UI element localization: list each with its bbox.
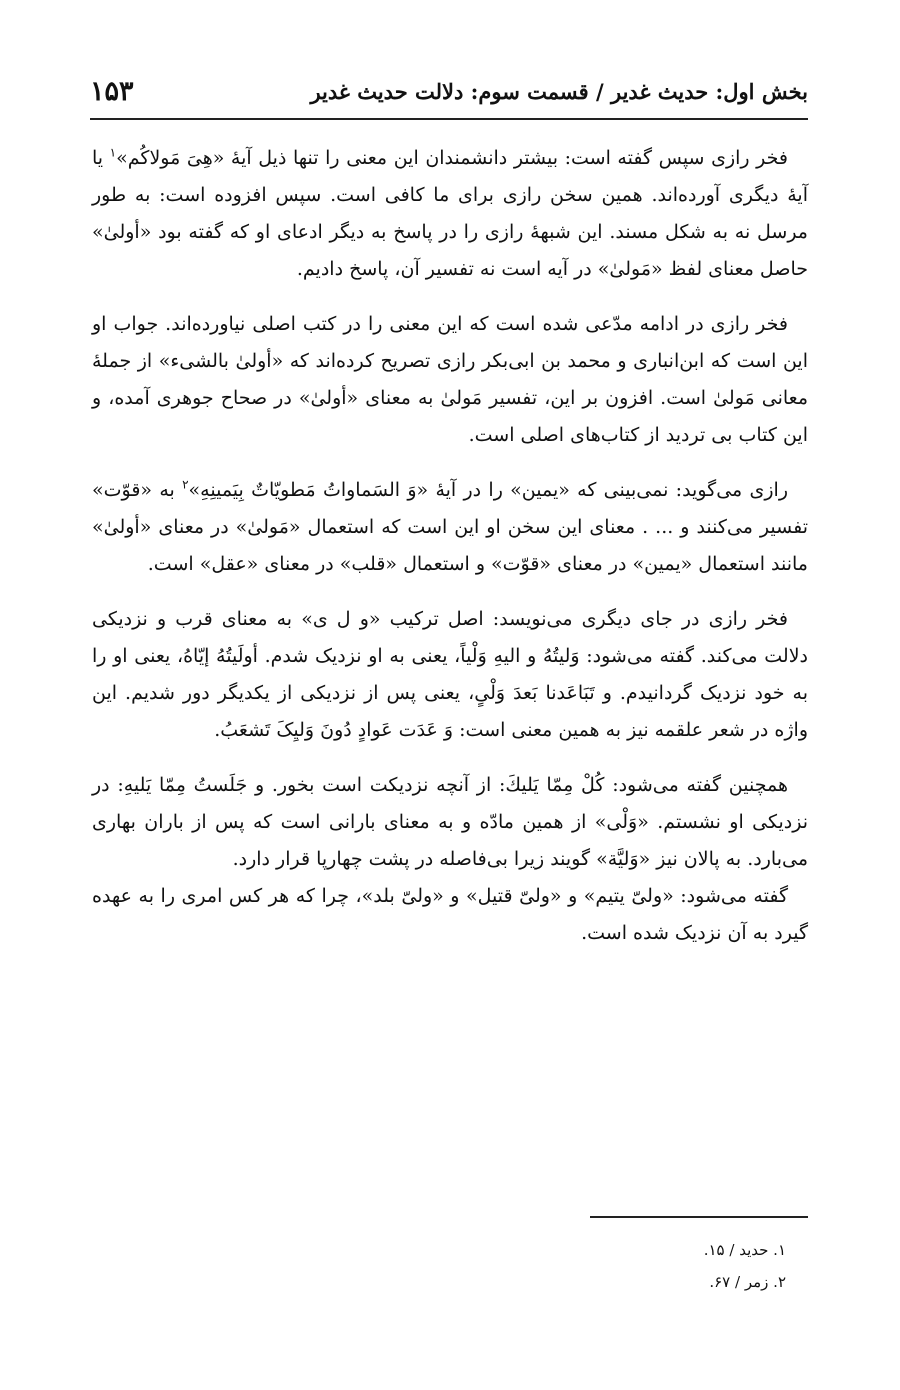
header-rule bbox=[90, 118, 808, 120]
footnotes bbox=[420, 1234, 786, 1298]
paragraph-2-text: فخر رازی در ادامه مدّعی شده است که این معنی را در کتب اصلی نیاورده‌اند. جواب او این است که ابن‌انباری و محمد بن ابی‌بکر رازی تصریح کرده‌اند که «أولیٰ بالشیء» از جملهٔ معانی مَولیٰ است. افزون بر این، تفسیر مَولیٰ به معنای «أولیٰ» در صحاح جوهری آمده، و این کتاب بی تردید از کتاب‌های اصلی است. bbox=[92, 313, 808, 446]
paragraph-3-text: رازی می‌گوید: نمی‌بینی که «یمین» را در آیهٔ «وَ السَماواتُ مَطویّاتٌ بِیَمینِهِ» bbox=[188, 479, 788, 501]
paragraph-5-text: همچنین گفته می‌شود: کُلْ مِمّا یَلیكَ: از آنچه نزدیکت است بخور. و جَلَستُ مِمّا یَلیهِ: در نزدیکی او نشستم. «وَلْی» از همین مادّه و به معنای بارانی است که پس از باران بهاری می‌بارد. به پالان نیز «وَلیَّة» گویند زیرا بی‌فاصله در پشت چهارپا قرار دارد. bbox=[92, 774, 808, 870]
footnote-rule bbox=[590, 1216, 808, 1218]
paragraph-5 bbox=[92, 767, 808, 878]
paragraph-1-text: فخر رازی سپس گفته است: بیشتر دانشمندان این معنی را تنها ذیل آیهٔ «هِیَ مَولاکُم» bbox=[116, 147, 788, 169]
paragraph-1-text-cont: یا آیهٔ دیگری آورده‌اند. همین سخن رازی برای ما کافی است. سپس افزوده است: به طور مرسل نه به شکل مسند. این شبههٔ رازی را در پاسخ به دیگر ادعای او که گفته بود «أولیٰ» حاصل معنای لفظ «مَولیٰ» در آیه است نه تفسیر آن، پاسخ دادیم. bbox=[92, 147, 808, 280]
footnote-ref-2: ۲ bbox=[182, 477, 189, 492]
paragraph-3-text-cont: به «قوّت» تفسیر می‌کنند و ... . معنای این سخن او این است که استعمال «مَولیٰ» در معنای «أولیٰ» مانند استعمال «یمین» در معنای «قوّت» و استعمال «قلب» در معنای «عقل» است. bbox=[92, 479, 808, 575]
body-text bbox=[92, 140, 808, 970]
paragraph-4-text: فخر رازی در جای دیگری می‌نویسد: اصل ترکیب «و ل ی» به معنای قرب و نزدیکی دلالت می‌کند. گفته می‌شود: وَلیتُهُ و الیهِ وَلْیاً، یعنی به او نزدیک شدم. أولَیتُهُ إیّاهُ، یعنی او را به خود نزدیک گردانیدم. و تَبَاعَدنا بَعدَ وَلْیٍ، یعنی پس از نزدیکی از یکدیگر دور شدیم. این واژه در شعر علقمه نیز به همین معنی است: وَ عَدَت عَوادٍ دُونَ وَلیِکَ تَشعَبُ. bbox=[92, 608, 808, 741]
paragraph-4 bbox=[92, 601, 808, 749]
footnote-ref-1: ۱ bbox=[109, 145, 117, 160]
page-header bbox=[90, 66, 808, 116]
paragraph-6-text: گفته می‌شود: «ولیّ یتیم» و «ولیّ قتیل» و «ولیّ بلد»، چرا که هر کس امری را به عهده گیرد به آن نزدیک شده است. bbox=[92, 885, 808, 944]
footnote-1: ۱. حدید / ۱۵. bbox=[703, 1241, 786, 1259]
paragraph-6 bbox=[92, 878, 808, 952]
footnote-2: ۲. زمر / ۶۷. bbox=[709, 1273, 786, 1291]
page-number: ۱۵۳ bbox=[90, 75, 134, 107]
running-title: بخش اول: حدیث غدیر / قسمت سوم: دلالت حدیث غدیر bbox=[310, 78, 808, 104]
paragraph-2 bbox=[92, 306, 808, 454]
paragraph-1 bbox=[92, 140, 808, 288]
paragraph-3 bbox=[92, 472, 808, 583]
